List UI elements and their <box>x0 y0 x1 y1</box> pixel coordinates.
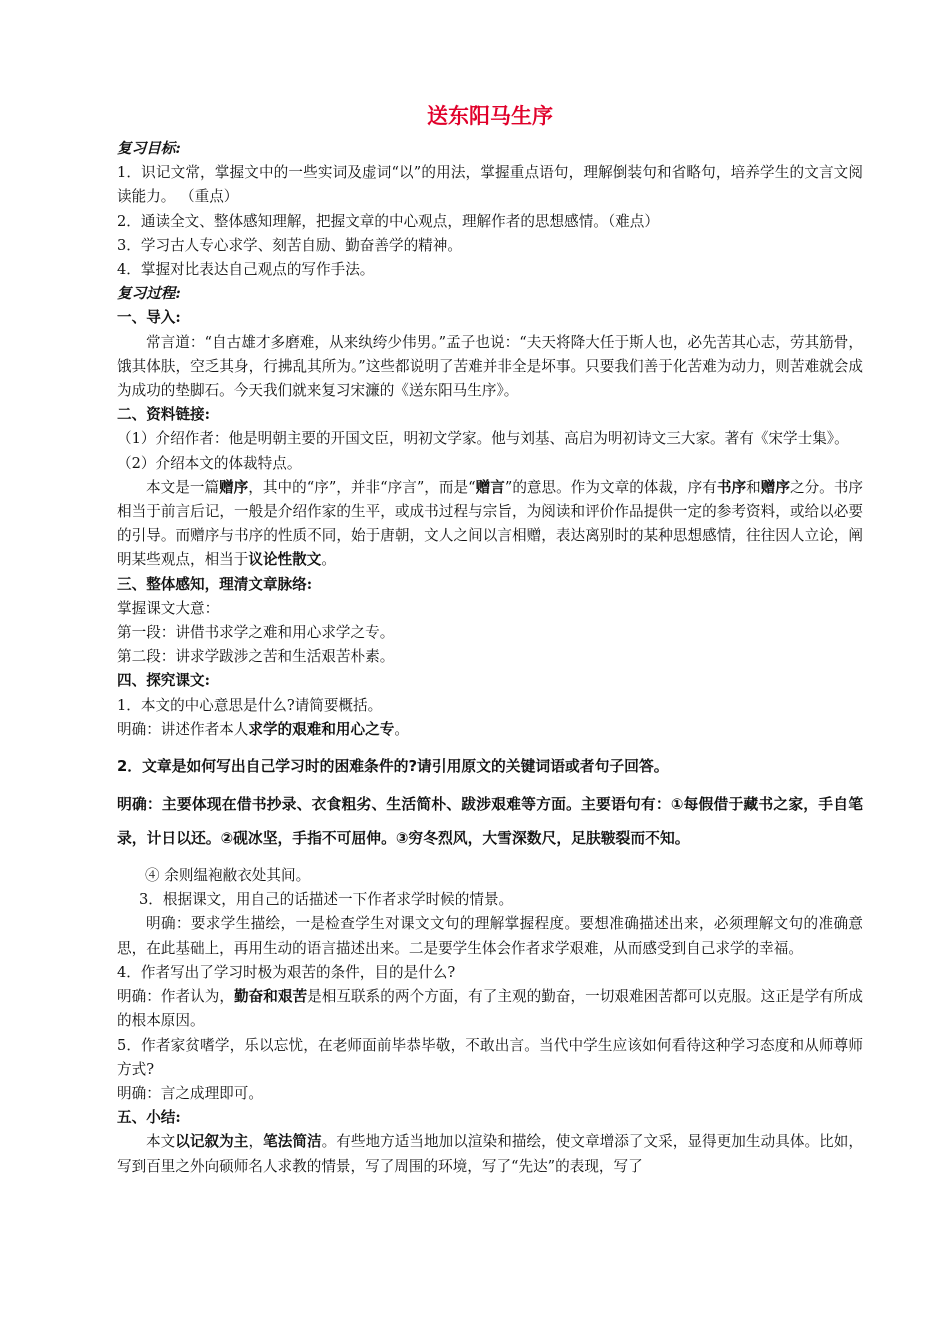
section-4-heading: 四、探究课文: <box>117 672 210 690</box>
text-run: 。 <box>394 720 409 738</box>
goal-item-2: 2．通读全文、整体感知理解，把握文章的中心观点，理解作者的思想感情。（难点） <box>117 212 659 230</box>
answer-3: 明确：要求学生描绘，一是检查学生对课文文句的理解掌握程度。要想准确描述出来，必须理解文句的准确意思，在此基础上，再用生动的语言描述出来。二是要学生体会作者求学艰难，从而感受到自己求学的幸福。 <box>117 915 863 957</box>
text-run: ， <box>248 1133 264 1151</box>
bold-term: 书序 <box>716 478 747 496</box>
process-heading: 复习过程: <box>117 285 181 303</box>
text-run: 明确：讲述作者本人 <box>117 720 249 738</box>
question-3: 3．根据课文，用自己的话描述一下作者求学时候的情景。 <box>139 891 514 909</box>
section-1-heading: 一、导入: <box>117 309 181 327</box>
section-5-text <box>117 1130 863 1178</box>
goal-item-4: 4．掌握对比表达自己观点的写作手法。 <box>117 261 375 279</box>
question-5: 5．作者家贫嗜学，乐以忘忧，在老师面前毕恭毕敬，不敢出言。当代中学生应该如何看待这种学习态度和从师尊师方式? <box>117 1036 863 1078</box>
section-1-text: 常言道：“自古雄才多磨难，从来纨绔少伟男。”孟子也说：“夫天将降大任于斯人也，必先苦其心志，劳其筋骨，饿其体肤，空乏其身，行拂乱其所为。”这些都说明了苦难并非全是坏事。只要我们善于化苦难为动力，则苦难就会成为成功的垫脚石。今天我们就来复习宋濂的《送东阳马生序》。 <box>117 333 863 400</box>
text-run: 和 <box>746 478 761 496</box>
text-run: 本文 <box>146 1133 176 1151</box>
goals-heading: 复习目标: <box>117 140 181 157</box>
bold-term: 笔法简洁 <box>263 1133 322 1151</box>
section-3-line-2: 第一段：讲借书求学之难和用心求学之专。 <box>117 624 395 642</box>
text-run: 。 <box>321 551 336 569</box>
bold-term: 赠序 <box>219 478 249 496</box>
document-page <box>117 96 863 1179</box>
question-1: 1．本文的中心意思是什么?请简要概括。 <box>117 696 383 714</box>
section-2-author: （1）介绍作者：他是明朝主要的开国文臣，明初文学家。他与刘基、高启为明初诗文三大家。著有《宋学士集》。 <box>117 430 849 448</box>
text-run: 之分。书序相当于前言后记，一般是介绍作家的生平，或成书过程与宗旨，为阅读和评价作品提供一定的参考资料，或给以必要的引导。而赠序与书序的性质不同，始于唐朝，文人之间以言相赠，表达离别时的某种思想感情，往往因人立论，阐明某些观点，相当于 <box>117 478 863 569</box>
bold-term: 赠言 <box>475 478 505 496</box>
section-2-heading: 二、资料链接: <box>117 406 210 424</box>
text-run: ，其中的“序”，并非“序言”，而是“ <box>248 478 476 496</box>
text-run: ”的意思。作为文章的体裁，序有 <box>504 478 717 496</box>
answer-5: 明确：言之成理即可。 <box>117 1084 263 1102</box>
spacer <box>117 856 863 864</box>
bold-term: 以记叙为主 <box>175 1133 249 1151</box>
answer-1 <box>117 718 863 742</box>
spacer <box>117 742 863 750</box>
goal-item-3: 3．学习古人专心求学、刻苦自励、勤奋善学的精神。 <box>117 236 462 254</box>
section-3-line-1: 掌握课文大意： <box>117 599 220 617</box>
bold-term: 勤奋和艰苦 <box>234 988 308 1006</box>
bold-term: 议论性散文 <box>248 551 322 569</box>
question-2: 2．文章是如何写出自己学习时的困难条件的?请引用原文的关键词语或者句子回答。 <box>117 758 669 776</box>
section-3-heading: 三、整体感知，理清文章脉络: <box>117 575 313 593</box>
answer-4 <box>117 985 863 1033</box>
section-2-genre-title: （2）介绍本文的体裁特点。 <box>117 454 302 472</box>
answer-2-item-4: ④ 余则缊袍敝衣处其间。 <box>145 867 311 885</box>
section-3-line-3: 第二段：讲求学跋涉之苦和生活艰苦朴素。 <box>117 648 395 666</box>
section-2-genre-text <box>117 476 863 573</box>
bold-term: 赠序 <box>760 478 790 496</box>
text-run: 明确：作者认为， <box>117 988 235 1006</box>
bold-term: 求学的艰难和用心之专 <box>248 720 395 738</box>
answer-2: 明确：主要体现在借书抄录、衣食粗劣、生活简朴、跋涉艰难等方面。主要语句有：①每假借于藏书之家，手自笔录，计日以还。②砚冰坚，手指不可屈伸。③穷冬烈风，大雪深数尺，足肤皲裂而不知。 <box>117 796 863 848</box>
text-run: 。有些地方适当地加以渲染和描绘，使文章增添了文采，显得更加生动具体。比如，写到百里之外向硕师名人求教的情景，写了周围的环境，写了“先达”的表现，写了 <box>117 1133 863 1175</box>
text-run: 本文是一篇 <box>146 478 220 496</box>
text-run: 是相互联系的两个方面，有了主观的勤奋，一切艰难困苦都可以克服。这正是学有所成的根本原因。 <box>117 988 863 1030</box>
section-5-heading: 五、小结: <box>117 1109 181 1127</box>
page-title: 送东阳马生序 <box>427 104 553 128</box>
question-4: 4．作者写出了学习时极为艰苦的条件，目的是什么? <box>117 963 456 981</box>
goal-item-1: 1．识记文常，掌握文中的一些实词及虚词“以”的用法，掌握重点语句，理解倒装句和省略句，培养学生的文言文阅读能力。 （重点） <box>117 164 863 206</box>
